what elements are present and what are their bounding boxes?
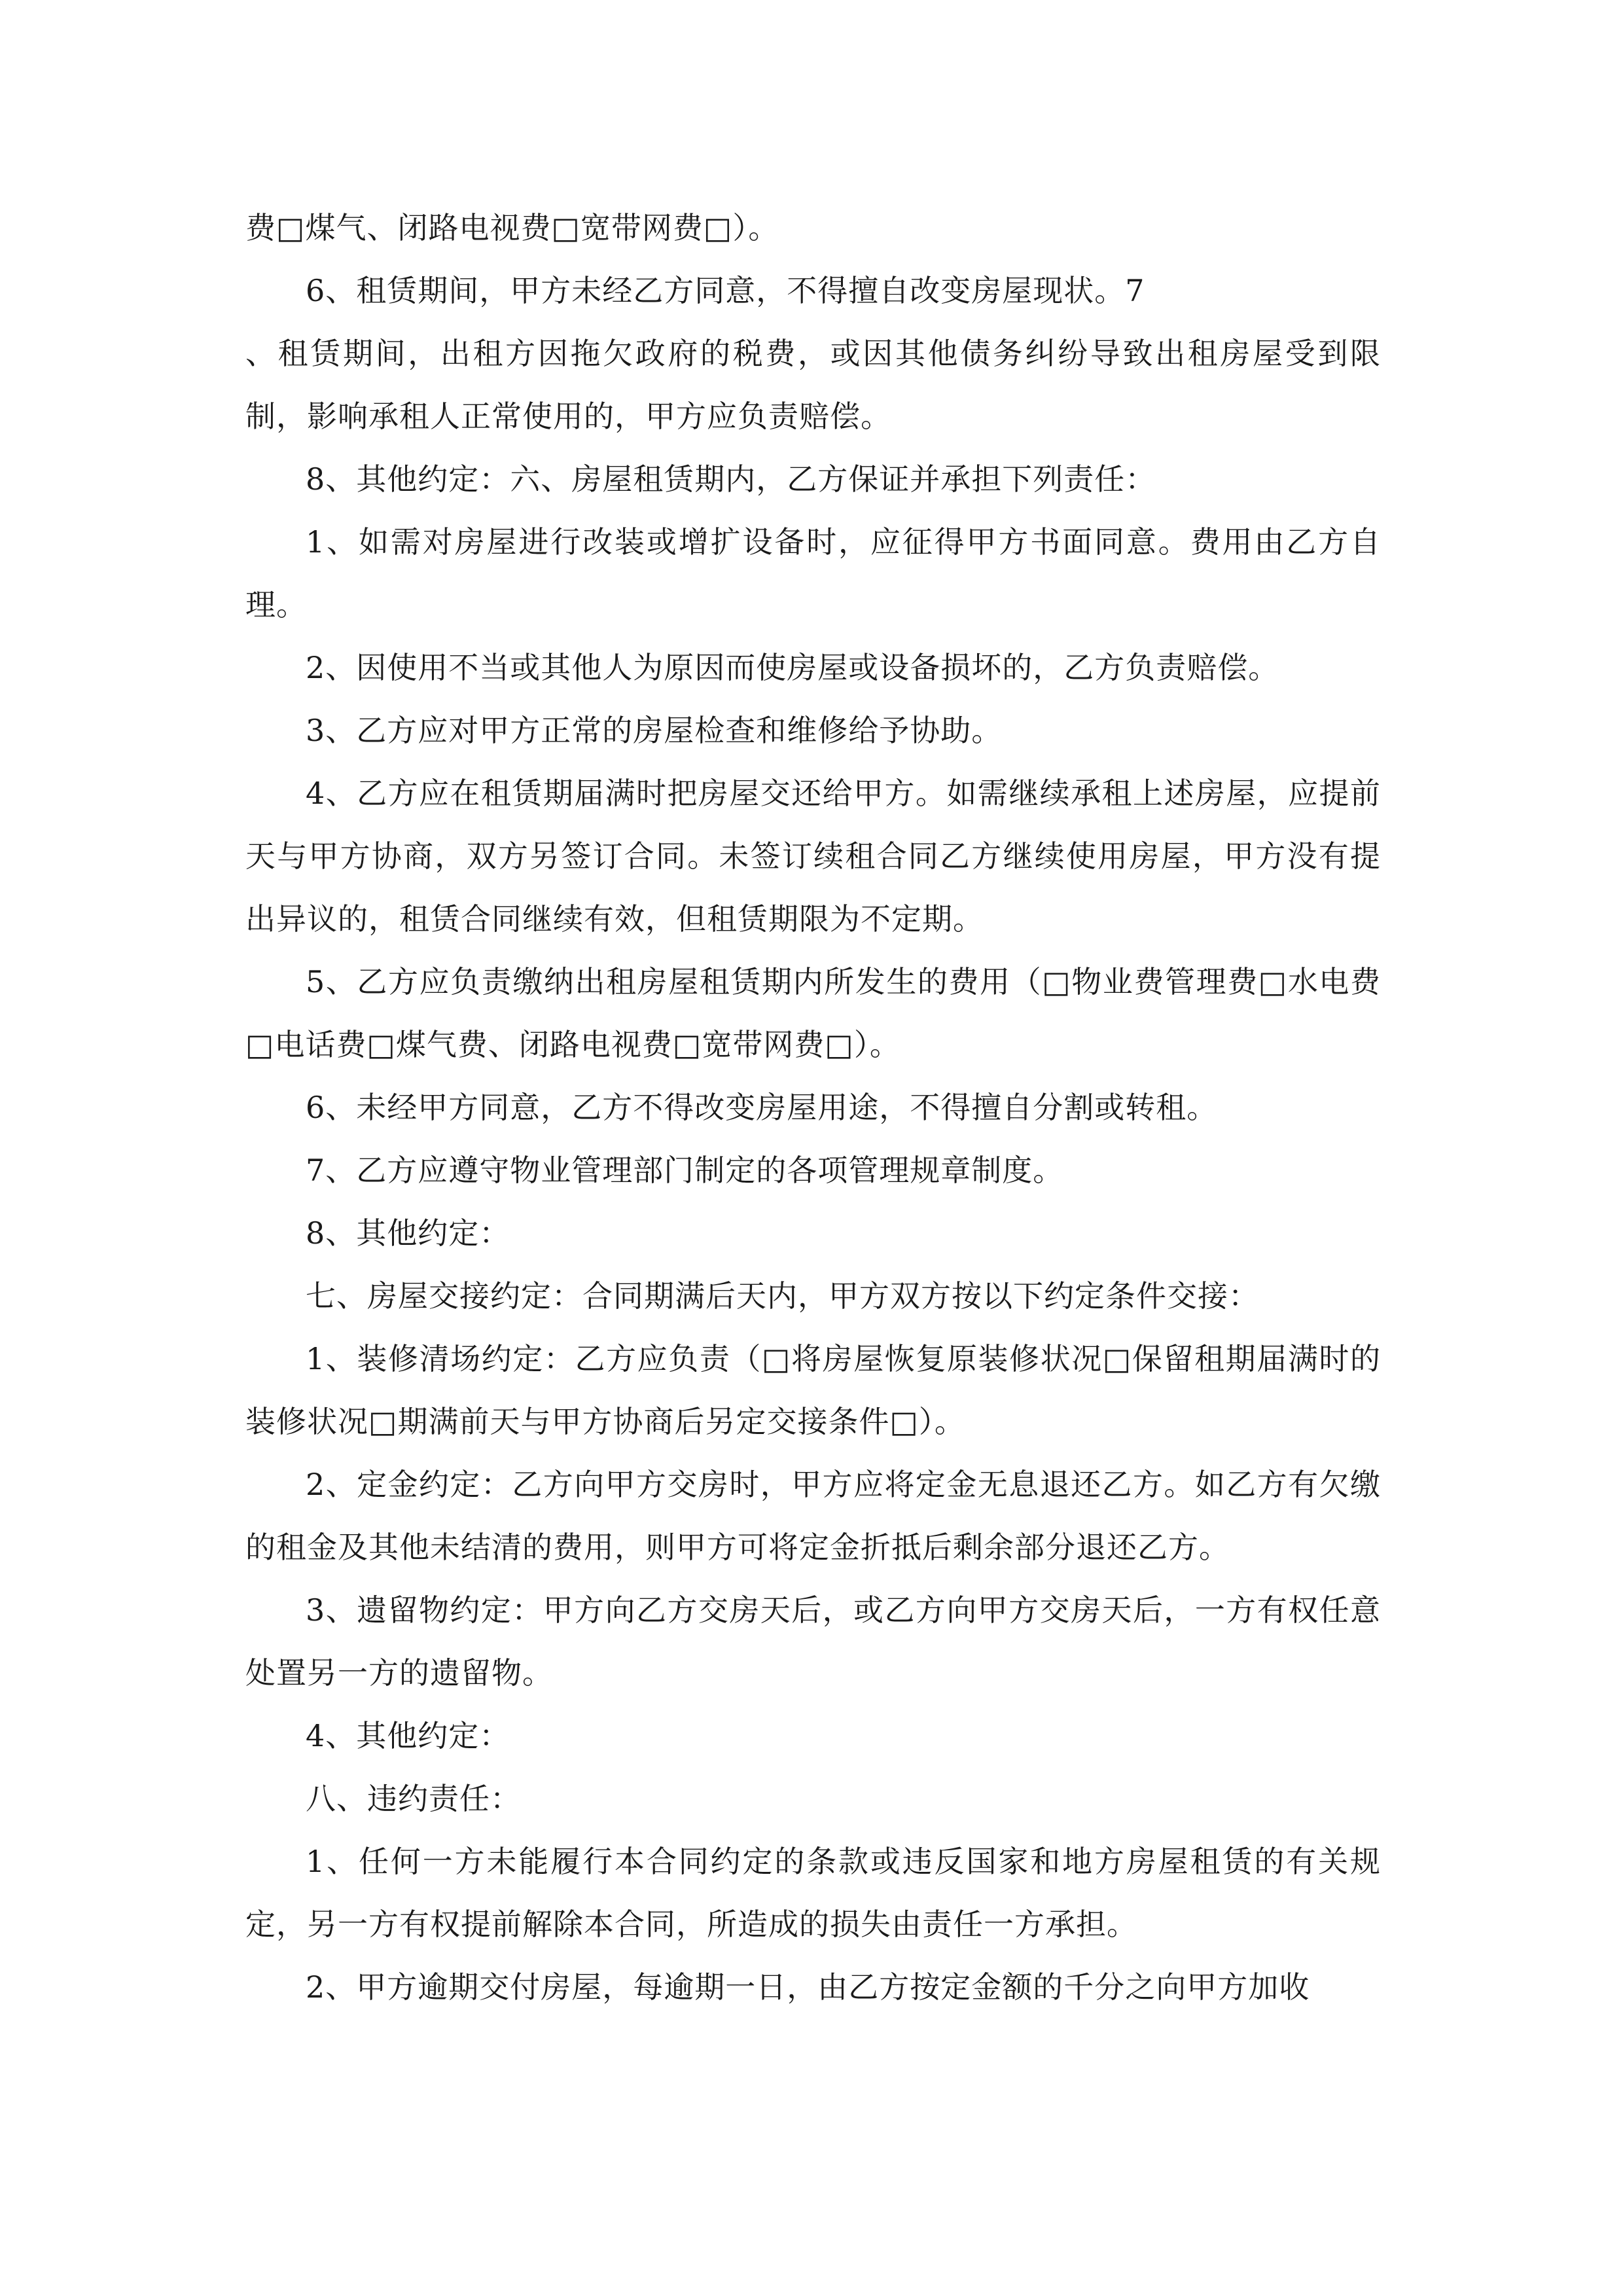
paragraph: 4、乙方应在租赁期届满时把房屋交还给甲方。如需继续承租上述房屋，应提前天与甲方协商，双方另签订合同。未签订续租合同乙方继续使用房屋，甲方没有提出异议的，租赁合同继续有效，但租赁期限为不定期。	[245, 776, 1381, 937]
paragraph: 6、租赁期间，甲方未经乙方同意，不得擅自改变房屋现状。7	[306, 273, 1145, 308]
paragraph: 1、装修清场约定：乙方应负责（□将房屋恢复原装修状况□保留租期届满时的装修状况□期满前天与甲方协商后另定交接条件□）。	[245, 1341, 1381, 1439]
paragraph: 4、其他约定：	[306, 1718, 510, 1753]
section-heading: 七、房屋交接约定：合同期满后天内，甲方双方按以下约定条件交接：	[306, 1278, 1259, 1314]
paragraph: 7、乙方应遵守物业管理部门制定的各项管理规章制度。	[306, 1153, 1064, 1188]
paragraph: 3、乙方应对甲方正常的房屋检查和维修给予协助。	[306, 713, 1003, 748]
paragraph: 3、遗留物约定：甲方向乙方交房天后，或乙方向甲方交房天后，一方有权任意处置另一方的遗留物。	[245, 1592, 1381, 1691]
paragraph: 5、乙方应负责缴纳出租房屋租赁期内所发生的费用（□物业费管理费□水电费□电话费□煤气费、闭路电视费□宽带网费□）。	[245, 964, 1381, 1062]
paragraph: 1、如需对房屋进行改装或增扩设备时，应征得甲方书面同意。费用由乙方自理。	[245, 524, 1381, 622]
paragraph: 费□煤气、闭路电视费□宽带网费□）。	[245, 210, 779, 245]
paragraph: 2、因使用不当或其他人为原因而使房屋或设备损坏的，乙方负责赔偿。	[306, 650, 1279, 685]
paragraph: 2、甲方逾期交付房屋，每逾期一日，由乙方按定金额的千分之向甲方加收	[306, 1969, 1310, 2005]
section-heading: 八、违约责任：	[306, 1781, 521, 1816]
paragraph: 8、其他约定：六、房屋租赁期内，乙方保证并承担下列责任：	[306, 461, 1156, 497]
document-body	[245, 196, 1381, 2018]
paragraph: 、租赁期间，出租方因拖欠政府的税费，或因其他债务纠纷导致出租房屋受到限制，影响承租人正常使用的，甲方应负责赔偿。	[245, 336, 1381, 434]
paragraph: 1、任何一方未能履行本合同约定的条款或违反国家和地方房屋租赁的有关规定，另一方有权提前解除本合同，所造成的损失由责任一方承担。	[245, 1844, 1381, 1942]
paragraph: 8、其他约定：	[306, 1215, 510, 1251]
paragraph: 6、未经甲方同意，乙方不得改变房屋用途，不得擅自分割或转租。	[306, 1090, 1218, 1125]
paragraph: 2、定金约定：乙方向甲方交房时，甲方应将定金无息退还乙方。如乙方有欠缴的租金及其他未结清的费用，则甲方可将定金折抵后剩余部分退还乙方。	[245, 1467, 1381, 1565]
